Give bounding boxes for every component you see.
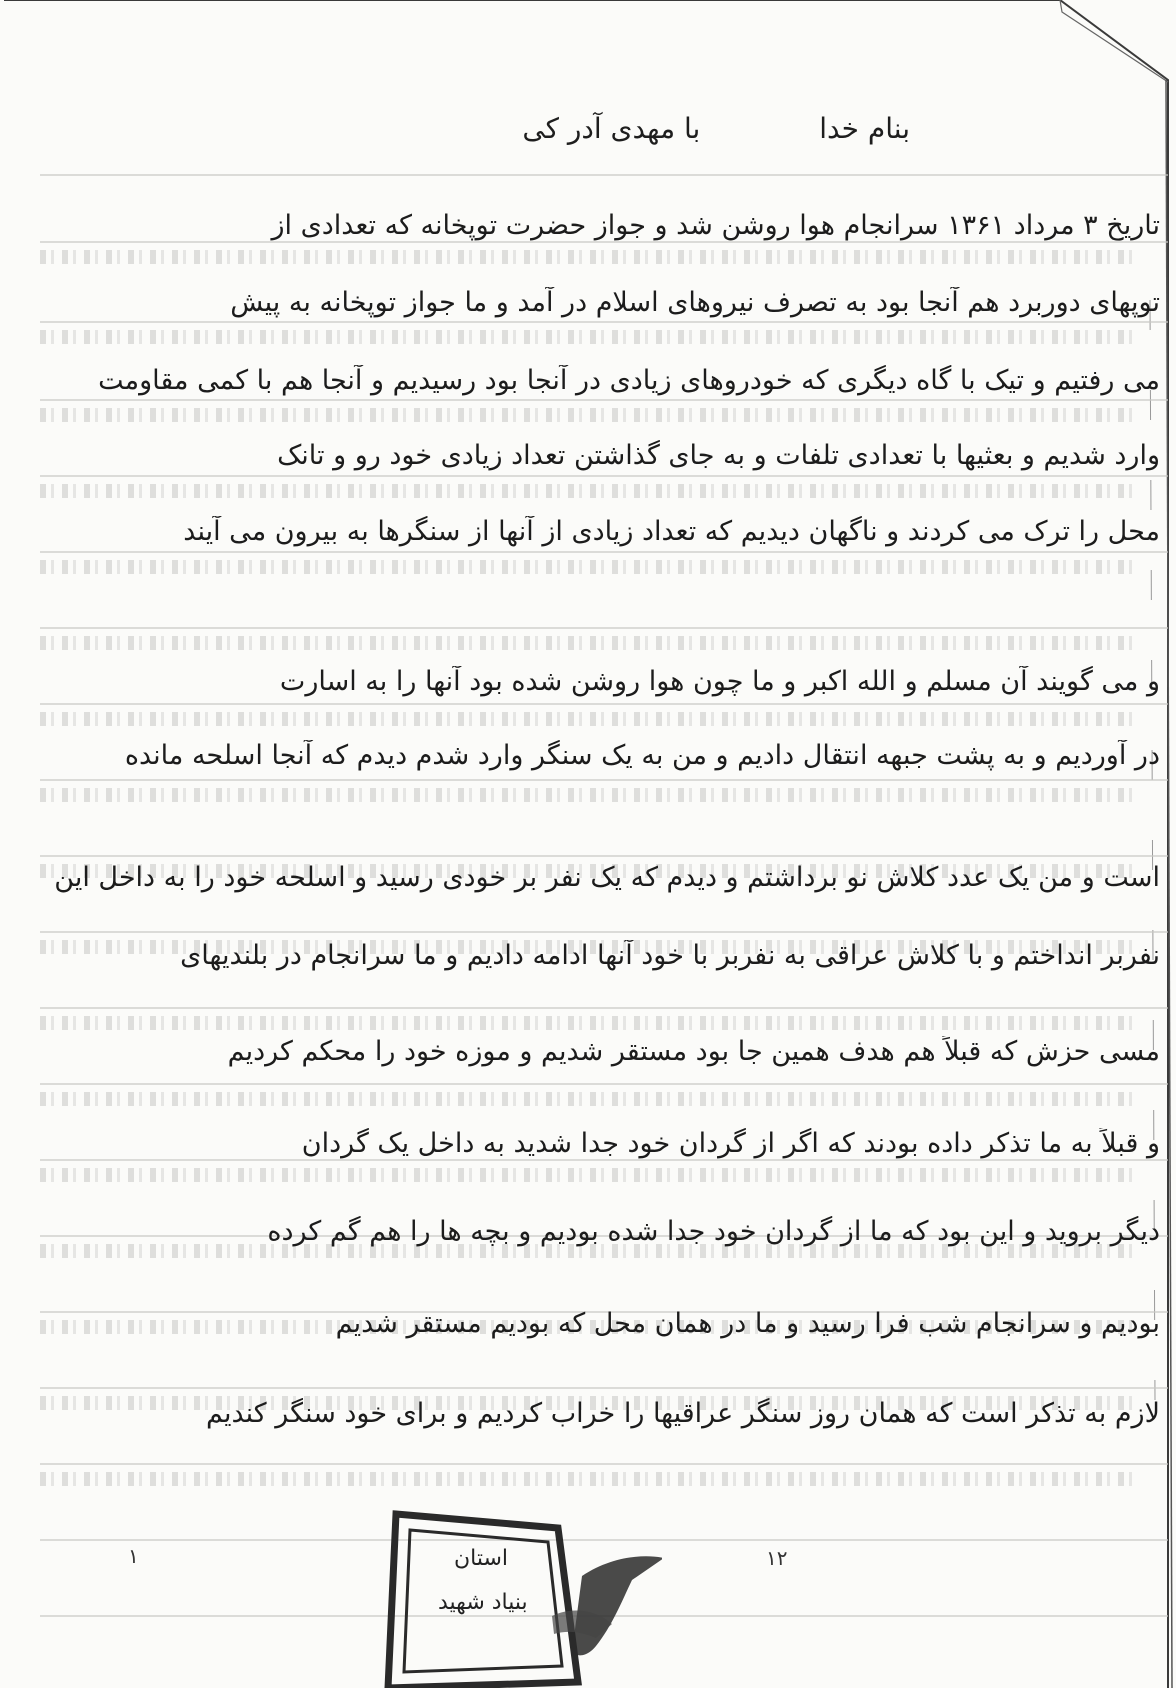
page-heading [440, 112, 910, 145]
bleed-through-text [40, 330, 1140, 344]
bleed-through-text [40, 1016, 1140, 1030]
bleed-through-text [40, 250, 1140, 264]
bismillah-heading: بنام خدا [819, 112, 910, 145]
author-heading: با مهدی آدر کی [522, 112, 701, 145]
bleed-through-text [40, 636, 1140, 650]
text-line-10: مسی حزش که قبلاً هم هدف همین جا بود مستقر شدیم و موزه خود را محکم کردیم [227, 1036, 1160, 1067]
text-line-13: بودیم و سرانجام شب فرا رسید و ما در همان محل که بودیم مستقر شدیم [335, 1308, 1160, 1339]
text-line-4: وارد شدیم و بعثیها با تعدادی تلفات و به جای گذاشتن تعداد زیادی خود رو و تانک [277, 440, 1160, 471]
page-mark-right: ۱۲ [766, 1546, 788, 1570]
text-line-1: تاریخ ۳ مرداد ۱۳۶۱ سرانجام هوا روشن شد و جواز حضرت توپخانه که تعدادی از [271, 210, 1160, 241]
bleed-through-text [40, 788, 1140, 802]
text-line-2: توپهای دوربرد هم آنجا بود به تصرف نیروهای اسلام در آمد و ما جواز توپخانه به پیش [230, 287, 1160, 318]
official-stamp [382, 1506, 662, 1688]
text-line-6: و می گویند آن مسلم و الله اکبر و ما چون هوا روشن شده بود آنها را به اسارت [279, 666, 1160, 697]
bleed-through-text [40, 1168, 1140, 1182]
text-line-9: نفربر انداختم و با کلاش عراقی به نفربر با خود آنها ادامه دادیم و ما سرانجام در بلندیهای [180, 940, 1160, 971]
bleed-through-text [40, 560, 1140, 574]
text-line-11: و قبلاً به ما تذکر داده بودند که اگر از گردان خود جدا شدید به داخل یک گردان [301, 1128, 1160, 1159]
bleed-through-text [40, 484, 1140, 498]
bleed-through-text [40, 712, 1140, 726]
page-mark-left: ۱ [128, 1544, 139, 1568]
text-line-14: لازم به تذکر است که همان روز سنگر عراقیها را خراب کردیم و برای خود سنگر کندیم [206, 1398, 1160, 1429]
stamp-line-2: بنیاد شهید [438, 1590, 528, 1615]
text-line-12: دیگر بروید و این بود که ما از گردان خود جدا شده بودیم و بچه ها را هم گم کرده [267, 1216, 1160, 1247]
stamp-line-1: استان [454, 1546, 509, 1571]
bleed-through-text [40, 1092, 1140, 1106]
text-line-3: می رفتیم و تیک با گاه دیگری که خودروهای زیادی در آنجا بود رسیدیم و آنجا هم با کمی مقاومت [98, 365, 1160, 396]
text-line-7: در آوردیم و به پشت جبهه انتقال دادیم و من به یک سنگر وارد شدم دیدم که آنجا اسلحه مانده [124, 740, 1160, 771]
text-line-8: است و من یک عدد کلاش نو برداشتم و دیدم که یک نفر بر خودی رسید و اسلحه خود را به داخل این [54, 862, 1160, 893]
text-line-5: محل را ترک می کردند و ناگهان دیدیم که تعداد زیادی از آنها از سنگرها به بیرون می آیند [183, 516, 1160, 547]
bleed-through-text [40, 1472, 1140, 1486]
bleed-through-text [40, 408, 1140, 422]
